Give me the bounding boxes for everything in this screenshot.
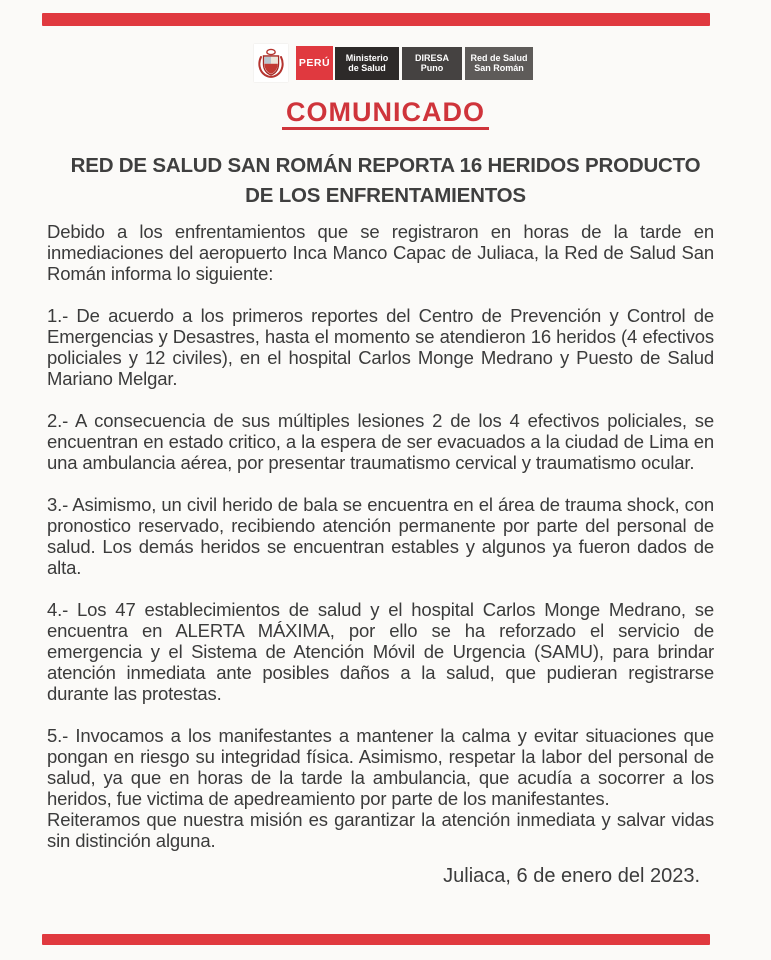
date-line: Juliaca, 6 de enero del 2023. [443, 865, 700, 887]
heading-line-2: DE LOS ENFRENTAMIENTOS [245, 184, 526, 207]
peru-coat-of-arms-icon [254, 44, 288, 82]
ministerio-salud-block [335, 47, 399, 80]
document-body [0, 221, 771, 851]
institution-logo-strip [8, 44, 771, 82]
diresa-line1: DIRESA [414, 52, 449, 63]
bottom-red-bar [42, 934, 710, 945]
ministerio-line2: de Salud [348, 63, 386, 73]
comunicado-title: COMUNICADO [282, 99, 489, 130]
intro-paragraph: Debido a los enfrentamientos que se registraron en horas de la tarde en inmediaciones del aeropuerto Inca Manco Capac de Juliaca, la Red de Salud San Román informa lo siguiente: [47, 221, 714, 284]
comunicado-title-row [0, 99, 771, 130]
ministerio-line1: Ministerio [345, 52, 389, 63]
paragraph-2: 2.- A consecuencia de sus múltiples lesiones 2 de los 4 efectivos policiales, se encuentran en estado critico, a la espera de ser evacuados a la ciudad de Lima en una ambulancia aérea, por presentar traumatismo cervical y traumatismo ocular. [47, 410, 714, 473]
heading-line-1: RED DE SALUD SAN ROMÁN REPORTA 16 HERIDOS PRODUCTO [70, 154, 701, 177]
diresa-line2: Puno [420, 63, 444, 73]
diresa-puno-block [402, 47, 462, 80]
red-salud-line2: San Román [474, 63, 524, 73]
paragraph-3: 3.- Asimismo, un civil herido de bala se encuentra en el área de trauma shock, con pronostico reservado, recibiendo atención permanente por parte del personal de salud. Los demás heridos se encuentran estables y algunos ya fueron dados de alta. [47, 494, 714, 578]
document-heading [0, 151, 771, 211]
paragraph-5-continuation: Reiteramos que nuestra misión es garantizar la atención inmediata y salvar vidas sin distinción alguna. [47, 809, 714, 851]
paragraph-5: 5.- Invocamos a los manifestantes a mantener la calma y evitar situaciones que pongan en riesgo su integridad física. Asimismo, respetar la labor del personal de salud, ya que en horas de la tarde la ambulancia, que acudía a socorrer a los heridos, fue victima de apedreamiento por parte de los manifestantes. [47, 725, 714, 809]
top-red-bar [42, 13, 710, 26]
paragraph-4: 4.- Los 47 establecimientos de salud y el hospital Carlos Monge Medrano, se encuentra en ALERTA MÁXIMA, por ello se ha reforzado el servicio de emergencia y el Sistema de Atención Móvil de Urgencia (SAMU), para brindar atención inmediata ante posibles daños a la salud, que pudieran registrarse durante las protestas. [47, 599, 714, 704]
red-salud-san-roman-block [465, 47, 533, 80]
peru-label: PERÚ [298, 56, 331, 69]
peru-label-block [296, 46, 333, 80]
paragraph-1: 1.- De acuerdo a los primeros reportes del Centro de Prevención y Control de Emergencias y Desastres, hasta el momento se atendieron 16 heridos (4 efectivos policiales y 12 civiles), en el hospital Carlos Monge Medrano y Puesto de Salud Mariano Melgar. [47, 305, 714, 389]
red-salud-line1: Red de Salud [470, 52, 528, 63]
